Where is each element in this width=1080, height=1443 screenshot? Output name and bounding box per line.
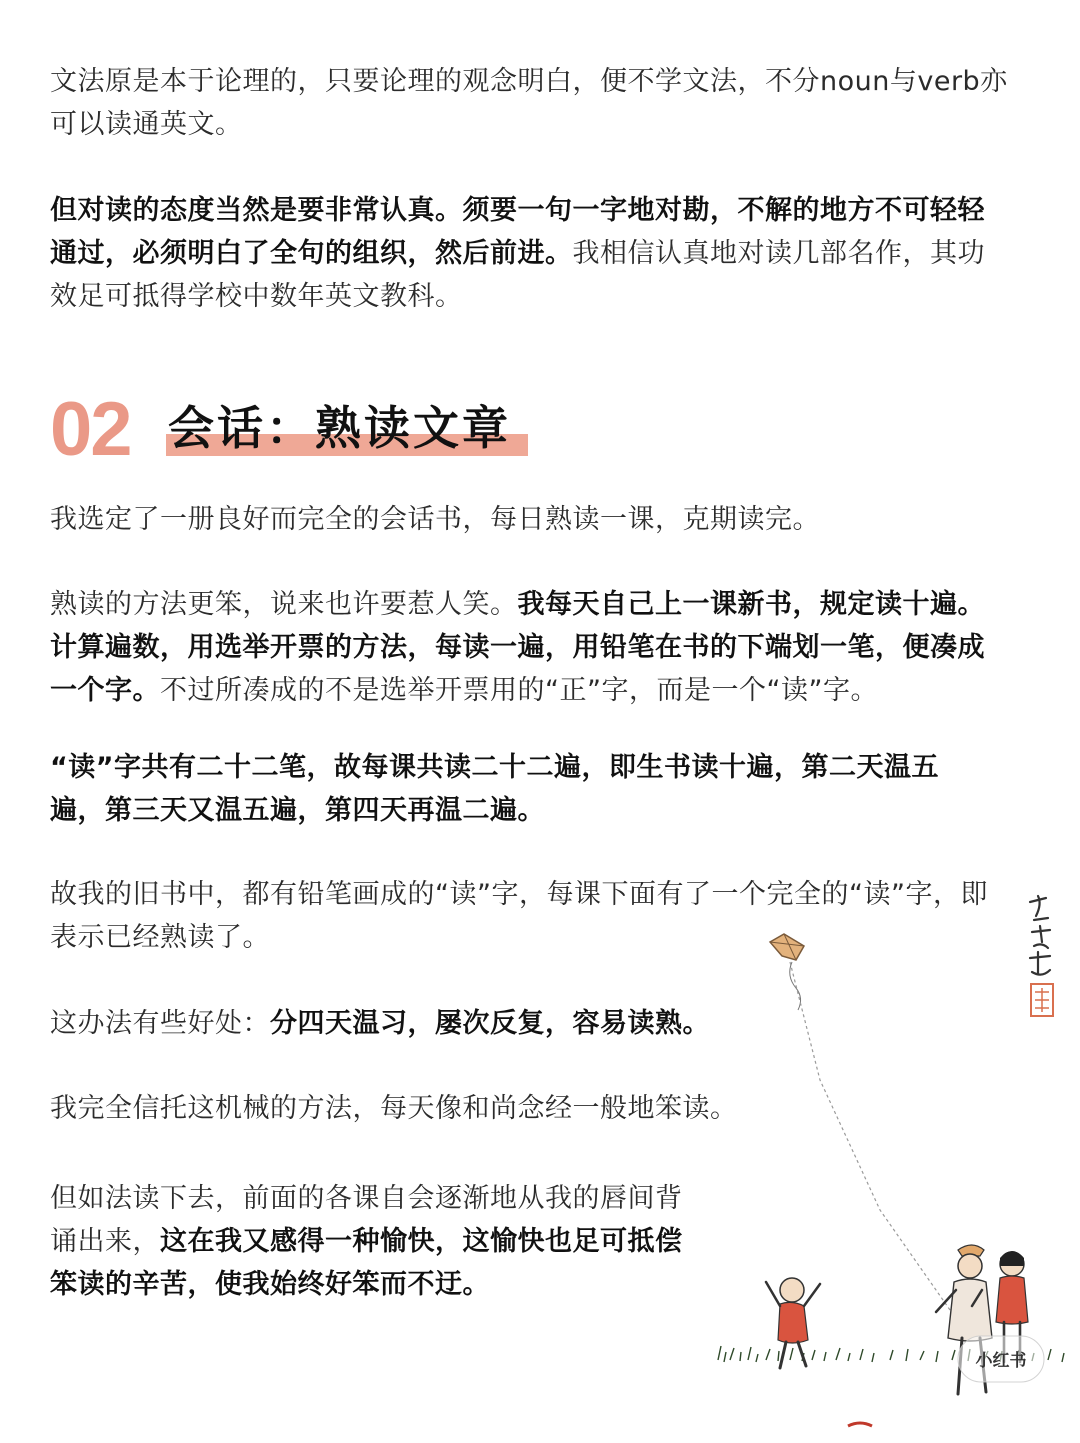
watermark: 小红书号 [790, 1390, 871, 1412]
text-line: 但如法读下去，前面的各课自会逐渐地从我的唇间背 [50, 1183, 683, 1214]
ground-object-icon [848, 1423, 872, 1426]
text-line: 表示已经熟读了。 [50, 922, 270, 953]
bold-text: 我每天自己上一课新书，规定读十遍。 [517, 589, 985, 620]
text-segment: 诵出来， [50, 1226, 160, 1257]
child-figure-icon [766, 1278, 820, 1368]
paragraph-book-choice [50, 498, 820, 541]
bold-text: 计算遍数，用选举开票的方法，每读一遍，用铅笔在书的下端划一笔，便凑成 [50, 632, 985, 663]
paragraph-attitude [50, 189, 985, 318]
kite-illustration [700, 880, 1080, 1443]
text-line: 效足可抵得学校中数年英文教科。 [50, 281, 463, 312]
paragraph-benefits [50, 1002, 710, 1045]
section-number: 02 [50, 387, 131, 472]
bold-text: 遍，第三天又温五遍，第四天再温二遍。 [50, 795, 545, 826]
bold-text: 这在我又感得一种愉快，这愉快也足可抵偿 [160, 1226, 683, 1257]
seal-stamp-icon [1031, 984, 1053, 1016]
text-segment: 我相信认真地对读几部名作，其功 [572, 238, 985, 269]
paragraph-trust [50, 1087, 738, 1130]
bold-text: 分四天温习，屡次反复，容易读熟。 [270, 1008, 710, 1039]
text-line: 故我的旧书中，都有铅笔画成的“读”字，每课下面有了一个完全的“读”字，即 [50, 879, 988, 910]
kite-icon [770, 934, 950, 1310]
paragraph-joy [50, 1177, 683, 1306]
bold-text: 笨读的辛苦，使我始终好笨而不迂。 [50, 1269, 490, 1300]
text-line: 我完全信托这机械的方法，每天像和尚念经一般地笨读。 [50, 1093, 738, 1124]
text-line: 文法原是本于论理的，只要论理的观念明白，便不学文法，不分noun与verb亦 [50, 66, 1008, 97]
text-line: 我选定了一册良好而完全的会话书，每日熟读一课，克期读完。 [50, 504, 820, 535]
paragraph-strokes [50, 746, 939, 832]
text-segment: 熟读的方法更笨，说来也许要惹人笑。 [50, 589, 518, 620]
bold-text: 一个字。 [50, 675, 160, 706]
paragraph-grammar [50, 60, 1008, 146]
text-line: 可以读通英文。 [50, 109, 243, 140]
signature-icon [1030, 896, 1050, 975]
bold-text: “读”字共有二十二笔，故每课共读二十二遍，即生书读十遍，第二天温五 [50, 752, 939, 783]
text-segment: 不过所凑成的不是选举开票用的“正”字，而是一个“读”字。 [160, 675, 878, 706]
paragraph-method [50, 583, 985, 712]
section-title: 会话：熟读文章 [168, 401, 511, 455]
platform-badge-text: 小红书 [975, 1351, 1027, 1371]
text-segment: 这办法有些好处： [50, 1008, 270, 1039]
bold-text: 但对读的态度当然是要非常认真。须要一句一字地对勘，不解的地方不可轻轻 [50, 195, 985, 226]
bold-text: 通过，必须明白了全句的组织，然后前进。 [50, 238, 573, 269]
platform-badge [958, 1336, 1044, 1382]
